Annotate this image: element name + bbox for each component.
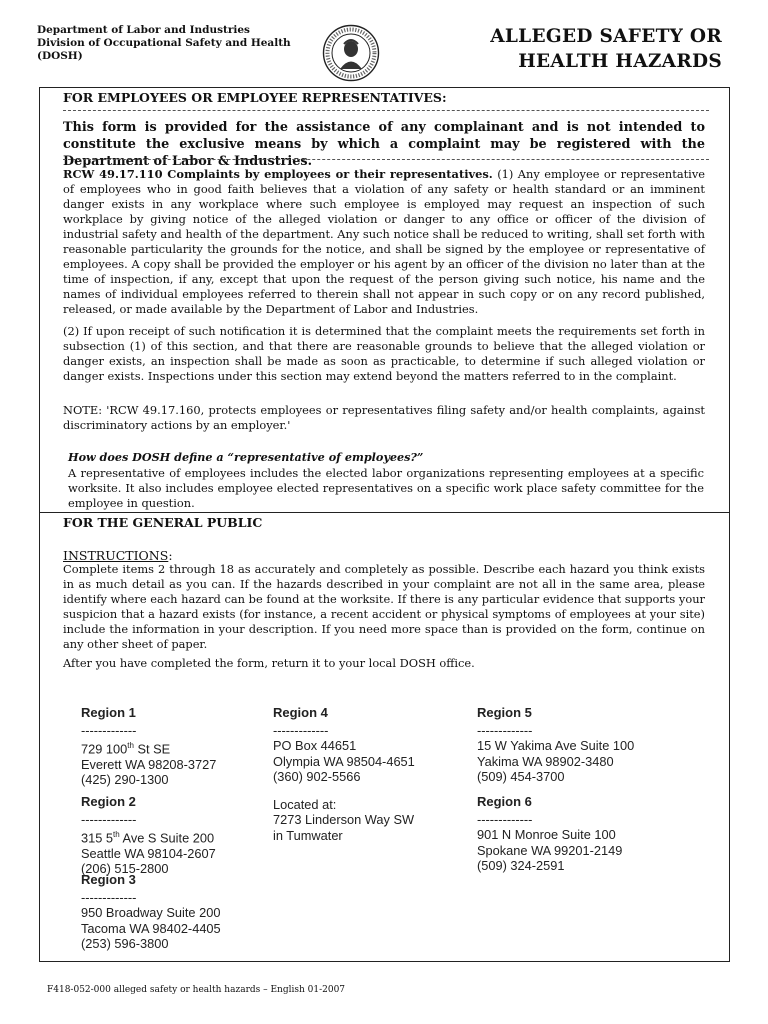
street-line: PO Box 44651 <box>273 738 357 753</box>
rcw-heading: RCW 49.17.110 Complaints by employees or their representatives. <box>63 167 493 181</box>
division-abbrev: (DOSH) <box>37 50 83 62</box>
phone-line: (360) 902-5566 <box>273 769 361 784</box>
region-6-title: Region 6 <box>477 794 532 809</box>
phone-line: (509) 324-2591 <box>477 858 565 873</box>
form-title <box>462 24 722 74</box>
phone-line: (509) 454-3700 <box>477 769 565 784</box>
phone-line: (425) 290-1300 <box>81 772 169 788</box>
exclusive-means-notice: This form is provided for the assistance of any complainant and is not intended to constitute the exclusive means by which a complaint may be registered with the Department of Labor & Industries. <box>63 120 705 169</box>
region-2-address <box>81 794 216 877</box>
agency-name: Department of Labor and Industries <box>37 24 250 36</box>
inspection-paragraph: (2) If upon receipt of such notification it is determined that the complaint meets the requirements set forth in subsection (1) of this section, and that there are reasonable grounds to believe that the alleged violation or danger exists, an inspection shall be made as soon as practicable, to determine if such alleged violation or danger exists. Inspections under this section may extend beyond the matters referred to in the complaint. <box>63 324 705 383</box>
region-5-title: Region 5 <box>477 705 532 720</box>
agency-block <box>37 24 291 63</box>
note-paragraph: NOTE: 'RCW 49.17.160, protects employees or representatives filing safety and/or health complaints, against discriminatory actions by an employer.' <box>63 403 705 432</box>
division-name: Division of Occupational Safety and Health <box>37 37 291 49</box>
city-line: Seattle WA 98104-2607 <box>81 845 216 861</box>
phone-line: (206) 515-2800 <box>81 861 169 877</box>
employees-section-heading: FOR EMPLOYEES OR EMPLOYEE REPRESENTATIVES: <box>63 90 447 105</box>
separator: ------------- <box>81 889 137 905</box>
region-4-address <box>273 705 415 843</box>
form-title-line-1: ALLEGED SAFETY OR <box>490 26 722 47</box>
region-2-title: Region 2 <box>81 794 136 809</box>
separator: ------------- <box>81 811 137 827</box>
form-number-footer: F418-052-000 alleged safety or health hazards – English 01-2007 <box>47 985 346 995</box>
street-line: 901 N Monroe Suite 100 <box>477 827 616 842</box>
city-line: Tacoma WA 98402-4405 <box>81 920 221 936</box>
instructions-text: Complete items 2 through 18 as accurately and completely as possible. Describe each hazard you think exists in as much detail as you can. If the hazards described in your complaint are not all in the same area, please identify where each hazard can be found at the worksite. If there is any particular evidence that supports your suspicion that a hazard exists (for instance, a recent accident or physical symptoms of employees at your site) include the information in your description. If you need more space than is provided on the form, continue on any other sheet of paper. <box>63 562 705 651</box>
phone-line: (253) 596-3800 <box>81 936 169 951</box>
region-3-address <box>81 872 221 952</box>
rcw-body: (1) Any employee or representative of employees who in good faith believes that a violation of any safety or health standard or an imminent danger exists in any workplace where such employee is employed may request an inspection of such workplace by giving notice of the alleged violation or danger to any office or officer of the division of industrial safety and health of the department. Any such notice shall be reduced to writing, shall set forth with reasonable particularity the grounds for the notice, and shall be signed by the employee or representative of employees. A copy shall be provided the employer or his agent by an officer of the division no later than at the time of inspection, if any, except that upon the request of the person giving such notice, his name and the names of individual employees referred to therein shall not appear in such copy or on any record published, released, or made available by the Department of Labor and Industries. <box>63 167 706 316</box>
separator: ------------- <box>273 722 329 738</box>
street-line: 950 Broadway Suite 200 <box>81 905 221 920</box>
instructions-colon: : <box>168 548 173 563</box>
city-line: Olympia WA 98504-4651 <box>273 753 415 769</box>
street-line: 315 5th Ave S Suite 200 <box>81 830 215 846</box>
general-public-heading: FOR THE GENERAL PUBLIC <box>63 515 263 530</box>
region-1-address <box>81 705 216 788</box>
city-line: Everett WA 98208-3727 <box>81 756 217 772</box>
representative-question: How does DOSH define a “representative of employees?” <box>68 450 424 464</box>
instructions-label: INSTRUCTIONS <box>63 548 169 563</box>
state-seal-icon <box>322 24 380 82</box>
region-5-address <box>477 705 634 785</box>
representative-answer: A representative of employees includes the elected labor organizations representing employees at a specific worksite. It also includes employee elected representatives on a specific work place safety committee for the employee in question. <box>68 466 704 510</box>
located-at-label: Located at: <box>273 796 337 812</box>
street-line: 729 100th St SE <box>81 741 171 757</box>
separator: ------------- <box>81 722 137 738</box>
region-3-title: Region 3 <box>81 872 136 887</box>
separator: ------------- <box>477 722 533 738</box>
dashed-divider <box>63 159 709 160</box>
region-4-title: Region 4 <box>273 705 328 720</box>
physical-city-line: in Tumwater <box>273 827 343 843</box>
region-1-title: Region 1 <box>81 705 136 720</box>
return-form-text: After you have completed the form, return it to your local DOSH office. <box>63 656 475 670</box>
region-6-address <box>477 794 622 874</box>
physical-street-line: 7273 Linderson Way SW <box>273 812 415 827</box>
city-line: Yakima WA 98902-3480 <box>477 753 614 769</box>
dashed-divider <box>63 110 709 111</box>
separator: ------------- <box>477 811 533 827</box>
rcw-paragraph <box>63 167 705 317</box>
street-line: 15 W Yakima Ave Suite 100 <box>477 738 635 753</box>
form-title-line-2: HEALTH HAZARDS <box>518 51 722 72</box>
city-line: Spokane WA 99201-2149 <box>477 842 623 858</box>
